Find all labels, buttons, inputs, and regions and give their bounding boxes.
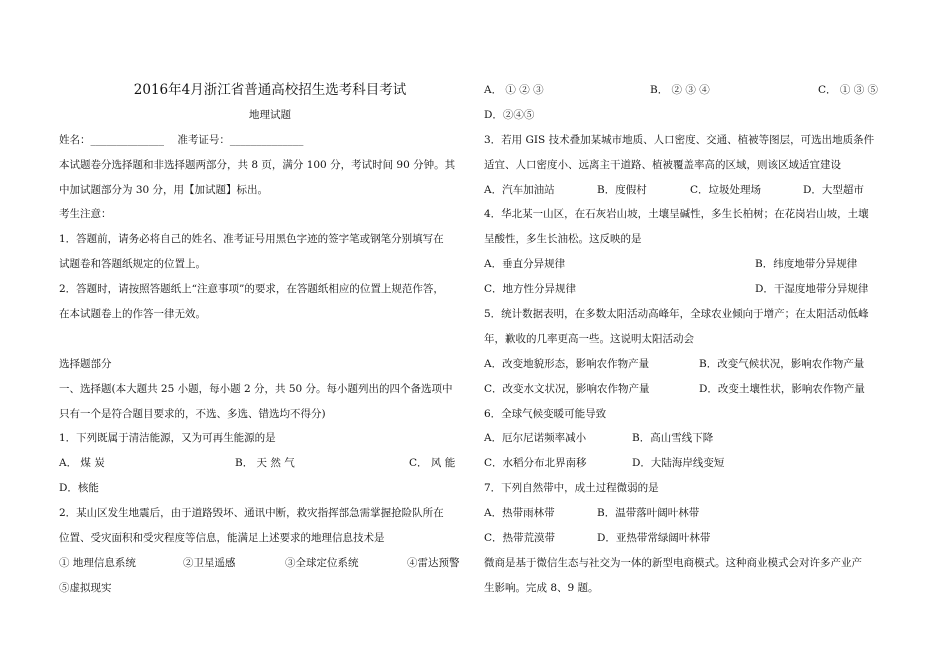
q3-option-b: B．度假村 [597, 183, 647, 196]
q4-stem-line: 4．华北某一山区，在石灰岩山坡，土壤呈碱性，多生长柏树；在花岗岩山坡，土壤 [484, 208, 869, 221]
q1-option-c: C． 风 能 [409, 457, 456, 470]
q6-option-b: B．高山雪线下降 [632, 432, 714, 445]
q7-option-d: D．亚热带常绿阔叶林带 [597, 532, 711, 545]
q1-option-b: B． 天 然 气 [235, 457, 295, 470]
q5-options-row2 [484, 377, 894, 402]
q7-option-c: C．热带荒漠带 [484, 532, 556, 545]
q2-items [59, 551, 469, 576]
intro-line: 中加试题部分为 30 分，用【加试题】标出。 [59, 183, 269, 196]
q7-options-row1 [484, 501, 894, 526]
q4-stem-line: 呈酸性，多生长油松。这反映的是 [484, 233, 642, 246]
q5-option-d: D．改变土壤性状，影响农作物产量 [699, 382, 865, 395]
notice-line: 试题卷和答题纸规定的位置上。 [59, 258, 206, 271]
q5-stem-line: 年，歉收的几率更高一些。这说明太阳活动会 [484, 332, 694, 345]
section-title: 选择题部分 [59, 357, 112, 370]
left-column [59, 78, 469, 601]
right-column [484, 78, 894, 601]
q3-option-c: C．垃圾处理场 [690, 183, 762, 196]
q2-item: ④雷达预警 [407, 556, 460, 569]
q2-stem-line: 位置、受灾面积和受灾程度等信息，能满足上述要求的地理信息技术是 [59, 532, 385, 545]
q2-option-a: A． ① ② ③ [484, 84, 544, 96]
q2-option-b: B． ② ③ ④ [650, 84, 710, 96]
q5-option-c: C．改变水文状况，影响农作物产量 [484, 382, 650, 395]
q6-options-row2 [484, 451, 894, 476]
q6-stem: 6．全球气候变暖可能导致 [484, 407, 607, 420]
q3-stem-line: 适宜、人口密度小、远离主干道路、植被覆盖率高的区域，则该区域适宜建设 [484, 158, 841, 171]
q6-option-d: D．大陆海岸线变短 [632, 457, 725, 470]
q4-options-row2 [484, 277, 894, 302]
notice-line: 1．答题前，请务必将自己的姓名、准考证号用黑色字迹的签字笔或钢笔分别填写在 [59, 233, 444, 246]
exam-subtitle: 地理试题 [249, 108, 291, 121]
exam-title: 2016年4月浙江省普通高校招生选考科目考试 [133, 82, 407, 98]
q2-item: ③全球定位系统 [285, 556, 359, 569]
q6-option-c: C．水稻分布北界南移 [484, 457, 587, 470]
q7-option-b: B．温带落叶阔叶林带 [597, 507, 700, 520]
q2-item: ⑤虚拟现实 [59, 581, 112, 594]
q1-option-d: D．核能 [59, 482, 99, 495]
q4-options-row1 [484, 252, 894, 277]
q3-stem-line: 3．若用 GIS 技术叠加某城市地质、人口密度、交通、植被等图层，可选出地质条件 [484, 133, 875, 146]
q5-options-row1 [484, 352, 894, 377]
q2-options [484, 78, 894, 103]
notice-title: 考生注意： [59, 208, 112, 221]
q2-option-c: C． ① ③ ⑤ [818, 84, 879, 96]
notice-line: 在本试题卷上的作答一律无效。 [59, 308, 206, 321]
q2-stem-line: 2．某山区发生地震后，由于道路毁坏、通讯中断，救灾指挥部急需掌握抢险队所在 [59, 507, 444, 520]
notice-line: 2．答题时，请按照答题纸上“注意事项”的要求，在答题纸相应的位置上规范作答， [59, 283, 444, 296]
q1-options [59, 451, 469, 476]
q7-options-row2 [484, 526, 894, 551]
q5-option-b: B．改变气候状况，影响农作物产量 [699, 357, 865, 370]
intro-line: 本试题卷分选择题和非选择题两部分，共 8 页，满分 100 分，考试时间 90 分钟。其 [59, 158, 456, 171]
q7-stem: 7．下列自然带中，成土过程微弱的是 [484, 482, 659, 495]
q2-item: ②卫星遥感 [183, 556, 236, 569]
q1-stem: 1．下列既属于清洁能源，又为可再生能源的是 [59, 432, 276, 445]
section-desc-line: 只有一个是符合题目要求的，不选、多选、错选均不得分) [59, 407, 326, 420]
q2-item: ① 地理信息系统 [59, 556, 136, 569]
q4-option-a: A．垂直分异规律 [484, 258, 566, 271]
q6-options-row1 [484, 426, 894, 451]
q1-option-a: A． 煤 炭 [59, 457, 105, 470]
q7-option-a: A．热带雨林带 [484, 507, 555, 520]
q4-option-b: B．纬度地带分异规律 [755, 258, 858, 271]
q5-stem-line: 5．统计数据表明，在多数太阳活动高峰年，全球农业倾向于增产；在太阳活动低峰 [484, 308, 869, 321]
name-id-line: 姓名：______________ 准考证号：______________ [59, 133, 304, 146]
section-desc-line: 一、选择题(本大题共 25 小题，每小题 2 分，共 50 分。每小题列出的四个备选项中 [59, 382, 453, 395]
q6-option-a: A．厄尔尼诺频率减小 [484, 432, 587, 445]
spacer [59, 327, 469, 352]
q5-option-a: A．改变地貌形态，影响农作物产量 [484, 357, 650, 370]
q3-option-a: A．汽车加油站 [484, 183, 555, 196]
q3-option-d: D．大型超市 [803, 183, 864, 196]
q2-option-d: D．②④⑤ [484, 108, 535, 121]
q4-option-d: D．干湿度地带分异规律 [755, 283, 869, 296]
passage-line: 生影响。完成 8、9 题。 [484, 581, 599, 594]
q3-options [484, 178, 894, 203]
q4-option-c: C．地方性分异规律 [484, 283, 577, 296]
passage-line: 微商是基于微信生态与社交为一体的新型电商模式。这种商业模式会对许多产业产 [484, 556, 862, 569]
